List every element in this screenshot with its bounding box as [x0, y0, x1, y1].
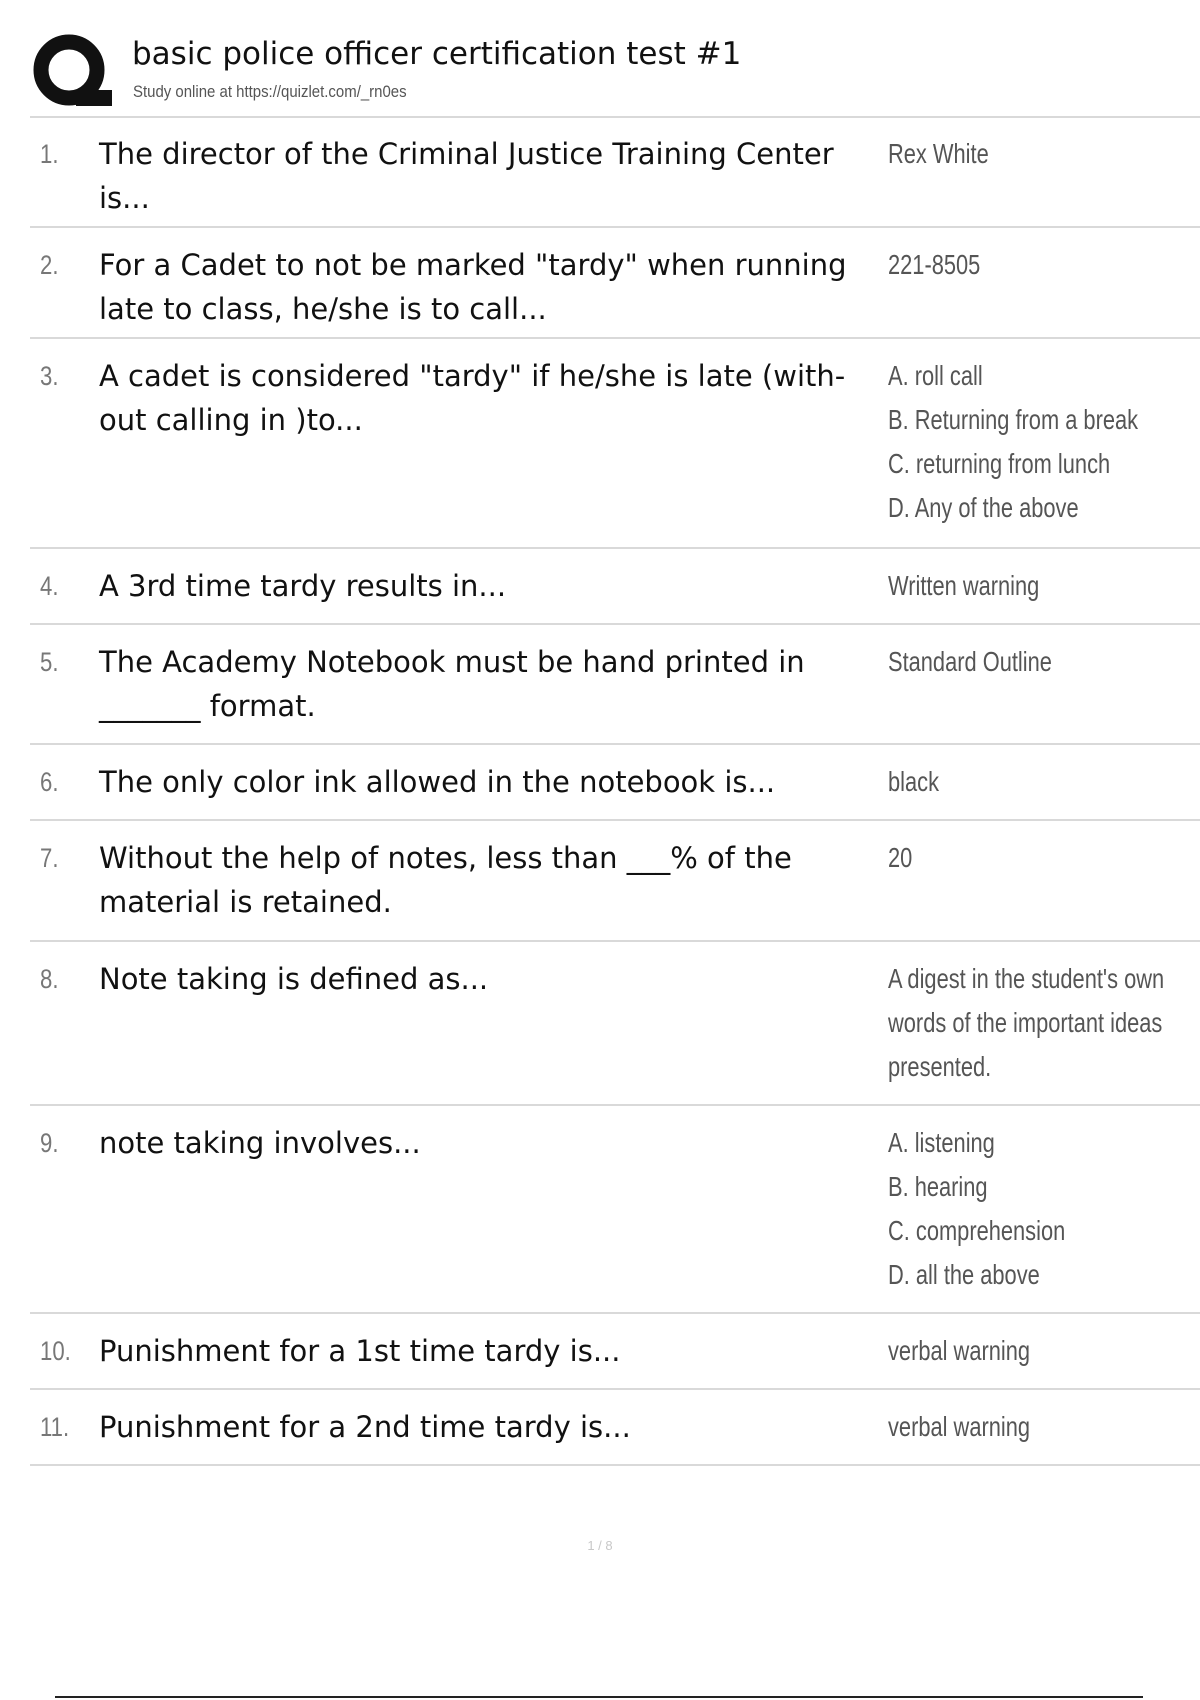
flashcard-row: [30, 745, 1200, 821]
card-question: The Academy Notebook must be hand printed in _______ format.: [99, 645, 805, 723]
flashcard-row: [30, 549, 1200, 625]
flashcard-row: [30, 821, 1200, 942]
flashcard-row: [30, 1106, 1200, 1314]
card-answer: black: [888, 766, 939, 797]
flashcard-row: [30, 625, 1200, 745]
card-answer: 20: [888, 842, 913, 873]
card-answer: A digest in the student's own words of the important ideas presented.: [888, 963, 1165, 1082]
flashcard-row: [30, 228, 1200, 339]
card-question: A cadet is considered "tardy" if he/she is late (with- out calling in )to...: [99, 359, 846, 437]
card-number: 10.: [40, 1336, 71, 1366]
card-number: 2.: [40, 250, 59, 280]
page-bottom-rule: [55, 1696, 1143, 1698]
card-answer: verbal warning: [888, 1411, 1031, 1442]
card-question: Without the help of notes, less than ___% of the material is retained.: [99, 841, 792, 919]
card-answer: Standard Outline: [888, 646, 1052, 677]
card-number: 3.: [40, 361, 59, 391]
card-answer: Rex White: [888, 138, 989, 169]
flashcard-list: [30, 117, 1200, 1466]
quizlet-q-logo: [32, 32, 112, 112]
card-question: note taking involves...: [99, 1126, 421, 1160]
card-number: 8.: [40, 964, 59, 994]
flashcard-row: [30, 942, 1200, 1106]
card-question: Punishment for a 2nd time tardy is...: [99, 1410, 631, 1444]
card-number: 6.: [40, 767, 59, 797]
card-question: The director of the Criminal Justice Training Center is...: [99, 137, 834, 215]
page-number: 1 / 8: [587, 1538, 613, 1553]
document-header: [32, 30, 1200, 116]
card-question: A 3rd time tardy results in...: [99, 569, 507, 603]
card-number: 9.: [40, 1128, 59, 1158]
card-answer: verbal warning: [888, 1335, 1031, 1366]
flashcard-row: [30, 1314, 1200, 1390]
document-title: basic police officer certification test #1: [132, 36, 742, 72]
flashcard-row: [30, 339, 1200, 549]
card-answer: Written warning: [888, 570, 1040, 601]
card-number: 5.: [40, 647, 59, 677]
card-answer: A. listening B. hearing C. comprehension D. all the above: [888, 1127, 1066, 1290]
card-answer: A. roll call B. Returning from a break C. returning from lunch D. Any of the above: [888, 360, 1139, 523]
card-number: 1.: [40, 139, 59, 169]
card-number: 4.: [40, 571, 59, 601]
card-answer: 221-8505: [888, 249, 981, 280]
card-number: 11.: [40, 1412, 70, 1442]
card-question: Note taking is defined as...: [99, 962, 489, 996]
flashcard-row: [30, 117, 1200, 228]
card-question: For a Cadet to not be marked "tardy" when running late to class, he/she is to call...: [99, 248, 847, 326]
card-number: 7.: [40, 843, 59, 873]
flashcard-row: [30, 1390, 1200, 1466]
card-question: The only color ink allowed in the notebook is...: [99, 765, 776, 799]
study-online-link-text: Study online at https://quizlet.com/_rn0es: [133, 82, 407, 101]
card-question: Punishment for a 1st time tardy is...: [99, 1334, 621, 1368]
